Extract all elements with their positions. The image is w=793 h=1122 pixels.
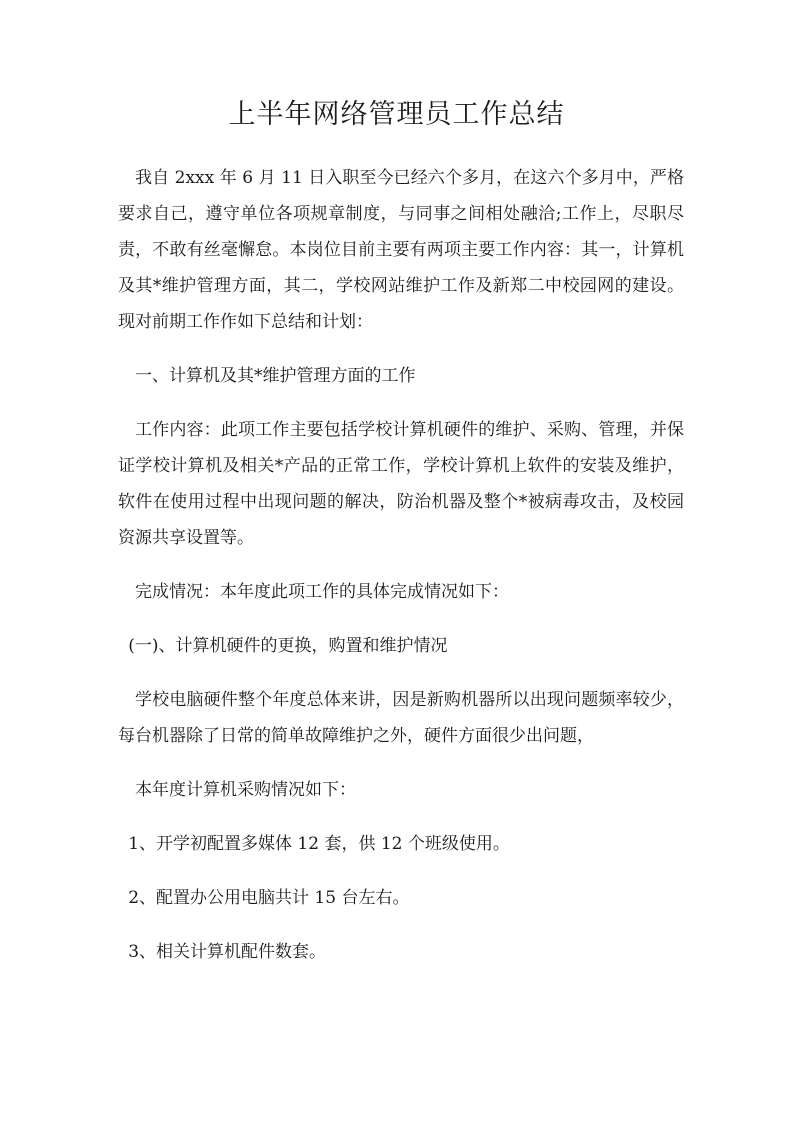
document-body bbox=[118, 160, 684, 970]
list-item: 3、相关计算机配件数套。 bbox=[128, 942, 327, 962]
section-heading: 一、计算机及其*维护管理方面的工作 bbox=[135, 366, 416, 386]
completion-paragraph: 完成情况：本年度此项工作的具体完成情况如下： bbox=[135, 582, 509, 602]
document-title: 上半年网络管理员工作总结 bbox=[228, 99, 565, 130]
list-item: 1、开学初配置多媒体 12 套，供 12 个班级使用。 bbox=[128, 834, 510, 854]
work-content-paragraph: 工作内容：此项工作主要包括学校计算机硬件的维护、采购、管理，并保证学校计算机及相关*产品的正常工作，学校计算机上软件的安装及维护，软件在使用过程中出现问题的解决，防治机器及整个*被病毒攻击，及校园资源共享设置等。 bbox=[118, 420, 684, 548]
list-item: 2、配置办公用电脑共计 15 台左右。 bbox=[128, 888, 410, 908]
hardware-paragraph: 学校电脑硬件整个年度总体来讲，因是新购机器所以出现问题频率较少，每台机器除了日常的简单故障维护之外，硬件方面很少出问题， bbox=[118, 690, 684, 746]
procurement-intro: 本年度计算机采购情况如下： bbox=[135, 780, 356, 800]
intro-paragraph: 我自 2xxx 年 6 月 11 日入职至今已经六个多月，在这六个多月中，严格要求自己，遵守单位各项规章制度，与同事之间相处融洽;工作上，尽职尽责，不敢有丝毫懈怠。本岗位目前主要有两项主要工作内容：其一，计算机及其*维护管理方面，其二，学校网站维护工作及新郑二中校园网的建设。现对前期工作作如下总结和计划： bbox=[118, 168, 684, 332]
subsection-heading: (一)、计算机硬件的更换，购置和维护情况 bbox=[128, 636, 448, 656]
